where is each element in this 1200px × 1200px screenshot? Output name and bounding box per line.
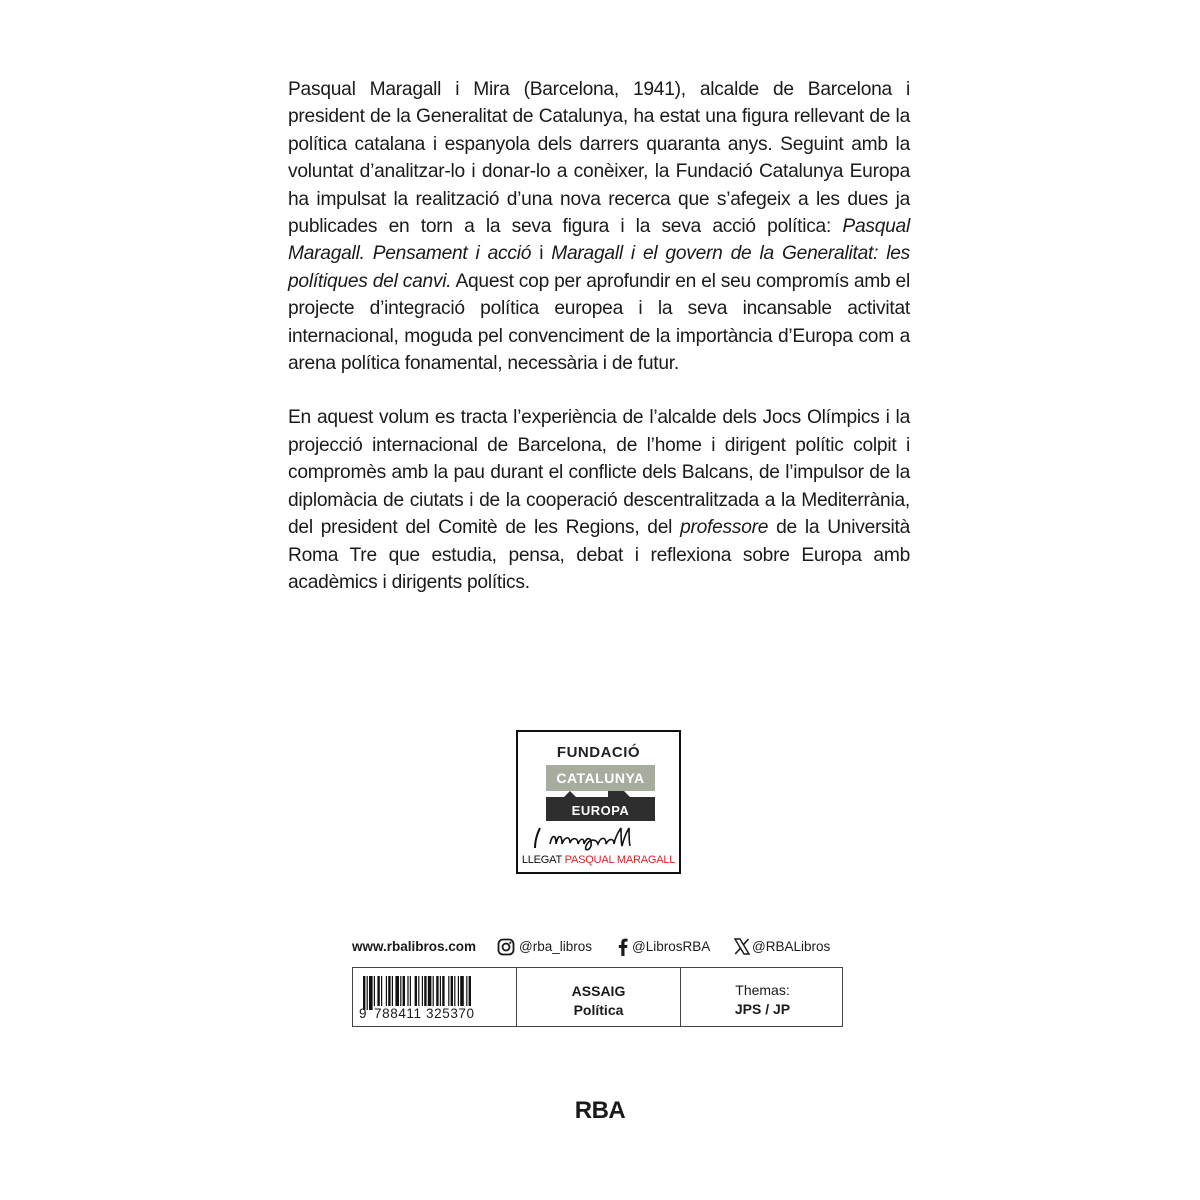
blurb-paragraph-1 (288, 76, 910, 377)
barcode-bar (428, 976, 432, 1010)
back-cover-blurb (288, 76, 910, 596)
barcode-bar (388, 976, 390, 1010)
thema-codes: JPS / JP (734, 1001, 791, 1017)
barcode-bar (377, 976, 379, 1010)
barcode-bar (381, 976, 382, 1010)
logo-line-catalunya: CATALUNYA (556, 770, 645, 786)
barcode-bar (410, 976, 411, 1010)
x-handle: @RBALibros (752, 939, 831, 954)
book-title-2: Maragall i el govern de la Generalitat: les polítiques del canvi. (288, 243, 910, 292)
barcode-bar (466, 976, 467, 1010)
publisher-logo: RBA (574, 1097, 626, 1124)
barcode-bar (433, 976, 434, 1010)
blurb-text: En aquest volum es tracta l’experiència de l’alcalde dels Jocs Olímpics i la projecció internacional de Barcelona, de l’home i dirigent polític colpit i compromès amb la pau durant el conflicte dels Balcans, de l’impulsor de la diplomàcia de ciutats i de la cooperació descentralitzada a la Mediterrània, del president del Comitè de les Regions, del (288, 407, 910, 539)
social-links-row (352, 936, 844, 958)
barcode-bar (422, 976, 423, 1010)
website-link[interactable]: www.rbalibros.com (352, 939, 477, 954)
facebook-icon (616, 938, 630, 956)
isbn-digits: 788411 325370 (374, 1006, 475, 1021)
barcode-bar (442, 976, 444, 1010)
barcode-bar (386, 976, 387, 1010)
instagram-handle: @rba_libros (519, 939, 592, 954)
book-info-box (352, 967, 843, 1027)
barcode-bar (454, 976, 455, 1010)
barcode-bar (369, 976, 373, 1010)
barcode-bar (395, 976, 399, 1010)
barcode-bar (400, 976, 401, 1010)
barcode-bar (451, 976, 453, 1010)
barcode-bar (418, 976, 419, 1010)
barcode-bar (424, 976, 426, 1010)
thema-cell (681, 981, 844, 1019)
barcode-bar (374, 976, 375, 1010)
category-label: ASSAIG (571, 983, 626, 999)
blurb-paragraph-2 (288, 404, 910, 596)
isbn-first-digit: 9 (359, 1006, 368, 1021)
blurb-text: de la Università Roma Tre que estudia, pensa, debat i reflexiona sobre Europa amb acadèmics i dirigents polítics. (288, 517, 910, 593)
thema-label: Themas: (735, 982, 790, 998)
signature-mark (526, 824, 672, 852)
italic-word: professore (680, 517, 769, 539)
fundacio-logo (516, 730, 681, 874)
barcode-bar (392, 976, 393, 1010)
category-cell (517, 982, 680, 1020)
legacy-name: PASQUAL MARAGALL (564, 854, 676, 866)
barcode-bar (460, 976, 464, 1010)
barcode-bar (436, 976, 438, 1010)
barcode-bar (363, 976, 365, 1010)
x-icon (734, 938, 750, 955)
instagram-icon (497, 938, 515, 956)
barcode-image (363, 976, 508, 1010)
blurb-text: i (531, 243, 552, 265)
barcode-bar (448, 976, 449, 1010)
logo-line-europa: EUROPA (571, 803, 630, 818)
barcode-bar (403, 976, 405, 1010)
logo-legacy-line (518, 854, 679, 866)
barcode-bar (407, 976, 408, 1010)
barcode-bar (458, 976, 459, 1010)
logo-line-fundacio: FUNDACIÓ (556, 744, 641, 761)
book-title-1: Pasqual Maragall. Pensament i acció (288, 216, 910, 265)
legacy-prefix: LLEGAT (521, 854, 565, 866)
blurb-text: Pasqual Maragall i Mira (Barcelona, 1941), alcalde de Barcelona i president de la Generalitat de Catalunya, ha estat una figura rellevant de la política catalana i espanyola dels darrers quaranta anys. Seguint amb la voluntat d’analitzar-lo i donar-lo a conèixer, la Fundació Catalunya Europa ha impulsat la realització d’una nova recerca que s’afegeix a les dues ja publicades en torn a la seva figura i la seva acció política: (288, 79, 910, 238)
facebook-handle: @LibrosRBA (632, 939, 711, 954)
barcode-bar (440, 976, 441, 1010)
subcategory-label: Política (573, 1002, 624, 1018)
barcode-bar (367, 976, 368, 1010)
barcode-bar (469, 976, 471, 1010)
barcode-bar (415, 976, 417, 1010)
blurb-text: Aquest cop per aprofundir en el seu compromís amb el projecte d’integració política europea i la seva incansable activitat internacional, moguda pel convenciment de la importància d’Europa com a arena política fonamental, necessària i de futur. (288, 270, 910, 375)
